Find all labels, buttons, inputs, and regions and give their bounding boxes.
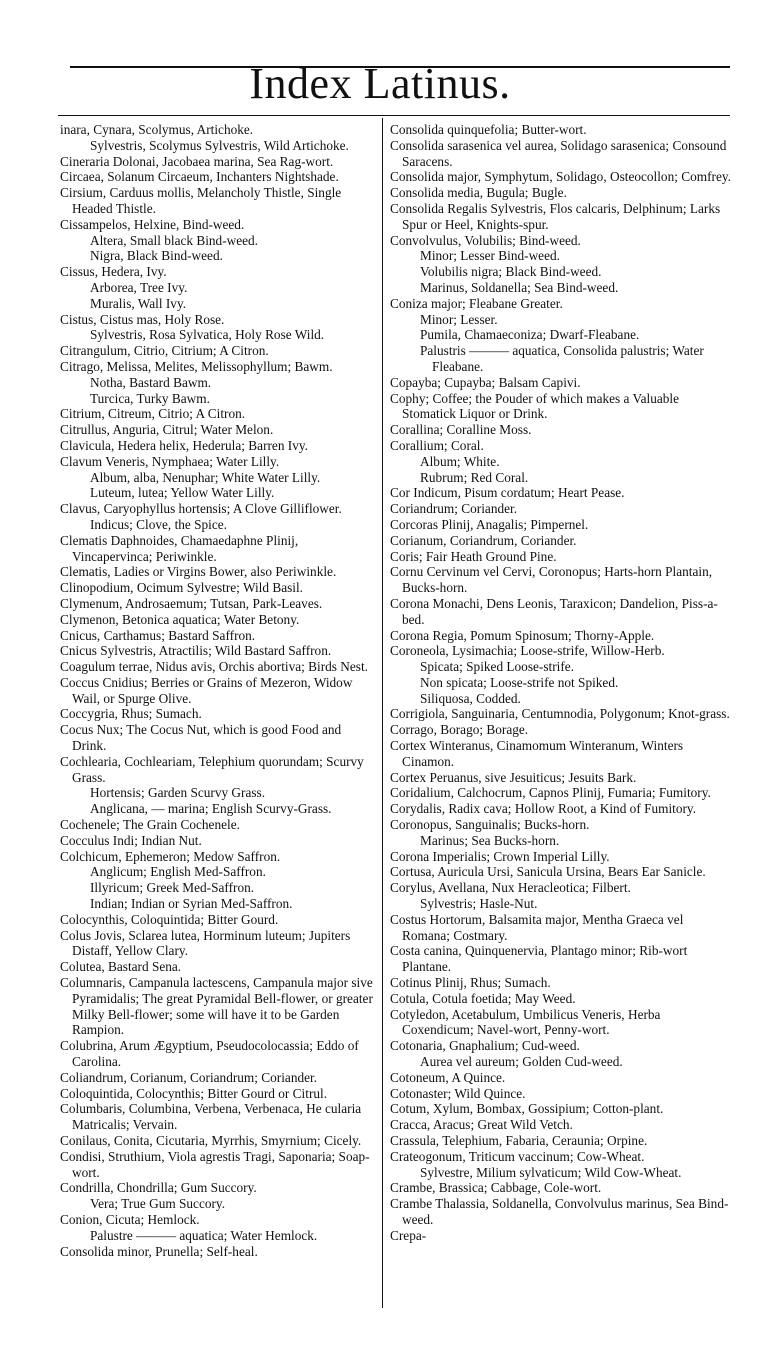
index-entry: Columnaris, Campanula lactescens, Campanula major sive Pyramidalis; The great Pyramidal Bell-flower, or greater Milky Bell-flower; some will have it to be Garden Rampion. — [60, 975, 373, 1038]
index-entry: Cissampelos, Helxine, Bind-weed. — [60, 216, 245, 232]
index-entry: Consolida minor, Prunella; Self-heal. — [60, 1243, 258, 1259]
index-entry: Cotyledon, Acetabulum, Umbilicus Veneris, Herba Coxendicum; Navel-wort, Penny-wort. — [390, 1006, 661, 1038]
index-entry: Minor; Lesser Bind-weed. — [420, 248, 560, 264]
index-entry: Corrigiola, Sanguinaria, Centumnodia, Polygonum; Knot-grass. — [390, 706, 730, 722]
index-entry: Crambe Thalassia, Soldanella, Convolvulus marinus, Sea Bind-weed. — [390, 1196, 729, 1227]
index-entry: Conilaus, Conita, Cicutaria, Myrrhis, Smyrnium; Cicely. — [60, 1133, 362, 1148]
index-entry: Palustris ——— aquatica, Consolida palustris; Water Fleabane. — [420, 343, 704, 374]
index-entry: Cnicus Sylvestris, Atractilis; Wild Bastard Saffron. — [60, 643, 332, 659]
index-entry: Clavicula, Hedera helix, Hederula; Barren Ivy. — [60, 437, 308, 453]
index-entry: Condrilla, Chondrilla; Gum Succory. — [60, 1180, 257, 1196]
index-entry: Consolida Regalis Sylvestris, Flos calcaris, Delphinum; Larks Spur or Heel, Knights-spur. — [390, 200, 721, 232]
index-entry: Citrium, Citreum, Citrio; A Citron. — [60, 406, 246, 422]
index-entry: Corianum, Coriandrum, Coriander. — [390, 532, 577, 548]
index-entry: Cortex Peruanus, sive Jesuiticus; Jesuits Bark. — [390, 769, 637, 785]
index-entry: Altera, Small black Bind-weed. — [90, 232, 259, 248]
index-entry: Sylvestre, Milium sylvaticum; Wild Cow-Wheat. — [420, 1164, 682, 1180]
index-entry: Clymenon, Betonica aquatica; Water Betony. — [60, 611, 300, 627]
index-entry: Cochenele; The Grain Cochenele. — [60, 817, 240, 833]
index-entry: Citrullus, Anguria, Citrul; Water Melon. — [60, 422, 274, 438]
index-entry: Cirsium, Carduus mollis, Melancholy Thistle, Single Headed Thistle. — [60, 185, 342, 216]
index-entry: Corona Regia, Pomum Spinosum; Thorny-Apple. — [390, 627, 655, 643]
index-entry: Siliquosa, Codded. — [420, 690, 521, 706]
index-entry: Hortensis; Garden Scurvy Grass. — [90, 785, 266, 801]
index-entry: Corallina; Coralline Moss. — [390, 422, 532, 438]
index-entry: Colubrina, Arum Ægyptium, Pseudocolocassia; Eddo of Carolina. — [60, 1038, 359, 1070]
index-entry: Consolida quinquefolia; Butter-wort. — [390, 122, 587, 137]
left-column — [60, 122, 378, 1259]
index-entry: Consolida media, Bugula; Bugle. — [390, 185, 567, 201]
page-title: Index Latinus. — [249, 59, 511, 108]
index-entry: Clymenum, Androsaemum; Tutsan, Park-Leaves. — [60, 595, 323, 611]
index-entry: Muralis, Wall Ivy. — [90, 295, 187, 311]
index-entry: Anglicana, — marina; English Scurvy-Grass. — [90, 801, 332, 817]
index-entry: Corallium; Coral. — [390, 437, 484, 453]
index-entry: Minor; Lesser. — [420, 311, 498, 327]
index-entry: Crassula, Telephium, Fabaria, Ceraunia; Orpine. — [390, 1133, 648, 1148]
index-entry: Consolida sarasenica vel aurea, Solidago sarasenica; Consound Saracens. — [390, 137, 727, 169]
index-entry: Columbaris, Columbina, Verbena, Verbenaca, He cularia Matricalis; Vervain. — [60, 1101, 362, 1133]
index-entry: Arborea, Tree Ivy. — [90, 279, 188, 295]
index-entry: Costa canina, Quinquenervia, Plantago minor; Rib-wort Plantane. — [390, 943, 688, 975]
index-entry: Clinopodium, Ocimum Sylvestre; Wild Basil. — [60, 580, 303, 596]
index-entry: Copayba; Cupayba; Balsam Capivi. — [390, 374, 581, 390]
index-entry: Non spicata; Loose-strife not Spiked. — [420, 674, 619, 690]
index-entry: Cotoneum, A Quince. — [390, 1069, 506, 1085]
index-entry: Cotonaster; Wild Quince. — [390, 1085, 526, 1101]
index-entry: Cnicus, Carthamus; Bastard Saffron. — [60, 627, 256, 643]
index-entry: Indicus; Clove, the Spice. — [90, 516, 228, 532]
index-entry: Citrago, Melissa, Melites, Melissophyllum; Bawm. — [60, 358, 333, 374]
index-entry: Cophy; Coffee; the Pouder of which makes a Valuable Stomatick Liquor or Drink. — [390, 390, 680, 422]
index-entry: Convolvulus, Volubilis; Bind-weed. — [390, 232, 581, 248]
index-entry: Conion, Cicuta; Hemlock. — [60, 1211, 200, 1227]
index-entry: Nigra, Black Bind-weed. — [90, 248, 223, 264]
index-entry: Illyricum; Greek Med-Saffron. — [90, 880, 255, 896]
index-entry: Cotula, Cotula foetida; May Weed. — [390, 990, 576, 1006]
index-entry: Cortex Winteranus, Cinamomum Winteranum, Winters Cinamon. — [390, 738, 684, 769]
index-entry: Luteum, lutea; Yellow Water Lilly. — [90, 485, 275, 501]
index-entry: Coriandrum; Coriander. — [390, 501, 518, 517]
index-entry: Cracca, Aracus; Great Wild Vetch. — [390, 1117, 573, 1133]
index-entry: Rubrum; Red Coral. — [420, 469, 529, 485]
column-divider — [382, 118, 383, 1308]
index-entry: Cissus, Hedera, Ivy. — [60, 264, 167, 280]
index-entry: Coronopus, Sanguinalis; Bucks-horn. — [390, 817, 590, 833]
index-entry: Coridalium, Calchocrum, Capnos Plinij, Fumaria; Fumitory. — [390, 785, 711, 801]
index-entry: Pumila, Chamaeconiza; Dwarf-Fleabane. — [420, 327, 640, 343]
index-entry: Cineraria Dolonai, Jacobaea marina, Sea Rag-wort. — [60, 153, 334, 169]
index-entry: Cocus Nux; The Cocus Nut, which is good Food and Drink. — [60, 722, 342, 754]
index-entry: Clavum Veneris, Nymphaea; Water Lilly. — [60, 453, 280, 469]
index-entry: Costus Hortorum, Balsamita major, Mentha Graeca vel Romana; Costmary. — [390, 911, 684, 943]
header-rule — [58, 115, 730, 116]
index-entry: Aurea vel aureum; Golden Cud-weed. — [420, 1054, 623, 1070]
index-entry: Colocynthis, Coloquintida; Bitter Gourd. — [60, 911, 279, 927]
index-entry: inara, Cynara, Scolymus, Artichoke. — [60, 122, 254, 137]
index-entry: Cotinus Plinij, Rhus; Sumach. — [390, 975, 551, 991]
index-entry: Corydalis, Radix cava; Hollow Root, a Kind of Fumitory. — [390, 801, 697, 817]
index-entry: Cortusa, Auricula Ursi, Sanicula Ursina, Bears Ear Sanicle. — [390, 864, 706, 880]
index-entry: Crambe, Brassica; Cabbage, Cole-wort. — [390, 1180, 602, 1196]
index-entry: Cocculus Indi; Indian Nut. — [60, 832, 202, 848]
index-entry: Clematis Daphnoides, Chamaedaphne Plinij, Vincapervinca; Periwinkle. — [60, 532, 299, 564]
index-entry: Coroneola, Lysimachia; Loose-strife, Willow-Herb. — [390, 643, 665, 659]
index-entry: Corylus, Avellana, Nux Heracleotica; Filbert. — [390, 880, 631, 896]
index-entry: Cotonaria, Gnaphalium; Cud-weed. — [390, 1038, 580, 1054]
index-entry: Album, alba, Nenuphar; White Water Lilly. — [90, 469, 321, 485]
index-entry: Crateogonum, Triticum vaccinum; Cow-Wheat. — [390, 1148, 645, 1164]
index-entry: Turcica, Turky Bawm. — [90, 390, 210, 406]
index-entry: Sylvestris, Scolymus Sylvestris, Wild Artichoke. — [90, 137, 349, 153]
index-entry: Colchicum, Ephemeron; Medow Saffron. — [60, 848, 281, 864]
index-entry: Sylvestris; Hasle-Nut. — [420, 896, 538, 912]
index-entry: Anglicum; English Med-Saffron. — [90, 864, 266, 880]
index-entry: Cor Indicum, Pisum cordatum; Heart Pease. — [390, 485, 625, 501]
index-entry: Cistus, Cistus mas, Holy Rose. — [60, 311, 225, 327]
index-entry: Volubilis nigra; Black Bind-weed. — [420, 264, 602, 280]
index-entry: Coloquintida, Colocynthis; Bitter Gourd or Citrul. — [60, 1085, 328, 1101]
index-entry: Clavus, Caryophyllus hortensis; A Clove Gilliflower. — [60, 501, 342, 517]
index-entry: Condisi, Struthium, Viola agrestis Tragi, Saponaria; Soap-wort. — [60, 1148, 370, 1180]
index-entry: Coagulum terrae, Nidus avis, Orchis abortiva; Birds Nest. — [60, 659, 368, 675]
index-entry: Coniza major; Fleabane Greater. — [390, 295, 563, 311]
index-entry: Coccus Cnidius; Berries or Grains of Mezeron, Widow Wail, or Spurge Olive. — [60, 674, 353, 706]
index-entry: Corcoras Plinij, Anagalis; Pimpernel. — [390, 516, 589, 532]
index-entry: Corrago, Borago; Borage. — [390, 722, 529, 738]
index-entry: Coccygria, Rhus; Sumach. — [60, 706, 202, 722]
index-entry: Consolida major, Symphytum, Solidago, Osteocollon; Comfrey. — [390, 169, 731, 185]
index-entry: Sylvestris, Rosa Sylvatica, Holy Rose Wild. — [90, 327, 325, 343]
index-entry: Colus Jovis, Sclarea lutea, Horminum luteum; Jupiters Distaff, Yellow Clary. — [60, 927, 351, 959]
index-entry: Corona Imperialis; Crown Imperial Lilly. — [390, 848, 610, 864]
index-entry: Crepa- — [390, 1227, 427, 1243]
index-entry: Coris; Fair Heath Ground Pine. — [390, 548, 557, 564]
index-entry: Notha, Bastard Bawm. — [90, 374, 212, 390]
index-entry: Cornu Cervinum vel Cervi, Coronopus; Harts-horn Plantain, Bucks-horn. — [390, 564, 713, 596]
index-entry: Clematis, Ladies or Virgins Bower, also Periwinkle. — [60, 564, 337, 580]
index-entry: Coliandrum, Corianum, Coriandrum; Coriander. — [60, 1069, 318, 1085]
index-entry: Corona Monachi, Dens Leonis, Taraxicon; Dandelion, Piss-a-bed. — [390, 595, 718, 627]
index-entry: Marinus, Soldanella; Sea Bind-weed. — [420, 279, 619, 295]
index-entry: Circaea, Solanum Circaeum, Inchanters Nightshade. — [60, 169, 339, 185]
index-entry: Cotum, Xylum, Bombax, Gossipium; Cotton-plant. — [390, 1101, 664, 1117]
index-entry: Album; White. — [420, 453, 500, 469]
index-entry: Citrangulum, Citrio, Citrium; A Citron. — [60, 343, 269, 359]
index-entry: Indian; Indian or Syrian Med-Saffron. — [90, 896, 293, 912]
index-entry: Vera; True Gum Succory. — [90, 1196, 226, 1212]
index-entry: Spicata; Spiked Loose-strife. — [420, 659, 574, 675]
index-entry: Marinus; Sea Bucks-horn. — [420, 832, 560, 848]
index-entry: Palustre ——— aquatica; Water Hemlock. — [90, 1227, 318, 1243]
right-column — [390, 122, 732, 1244]
index-entry: Colutea, Bastard Sena. — [60, 959, 182, 975]
index-entry: Cochlearia, Cochleariam, Telephium quorundam; Scurvy Grass. — [60, 753, 364, 785]
